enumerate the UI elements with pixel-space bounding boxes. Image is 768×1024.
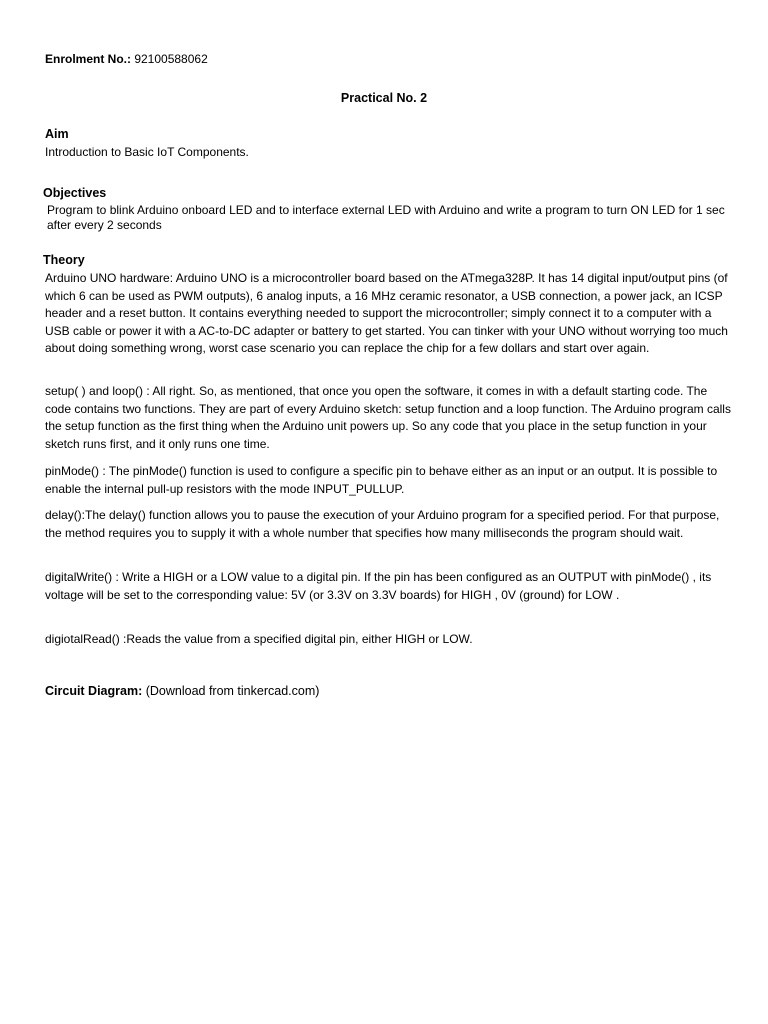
theory-paragraph-delay: delay():The delay() function allows you to pause the execution of your Arduino program for a specified period. For that purpose, the method requires you to supply it with a whole number that specifies how many milliseconds the program should wait. (45, 508, 720, 540)
aim-heading: Aim (45, 127, 69, 141)
circuit-diagram-label: Circuit Diagram: (45, 684, 143, 698)
theory-paragraph-arduino-uno: Arduino UNO hardware: Arduino UNO is a microcontroller board based on the ATmega328P. It has 14 digital input/output pins (of which 6 can be used as PWM outputs), 6 analog inputs, a 16 MHz ceramic resonator, a USB connection, a power jack, an ICSP header and a reset button. It contains everything needed to support the microcontroller; simply connect it to a computer with a USB cable or power it with a AC-to-DC adapter or battery to get started. You can tinker with your UNO without worrying too much about doing something wrong, worst case scenario you can replace the chip for a few dollars and start over again. (45, 271, 728, 355)
theory-paragraph-digitalread: digiotalRead() :Reads the value from a specified digital pin, either HIGH or LOW. (45, 632, 473, 646)
circuit-diagram-line (45, 684, 735, 699)
objectives-heading: Objectives (43, 186, 107, 200)
theory-paragraph-pinmode: pinMode() : The pinMode() function is used to configure a specific pin to behave either as an input or an output. It is possible to enable the internal pull-up resistors with the mode INPUT_PULLUP. (45, 464, 718, 496)
enrolment-line (45, 52, 208, 67)
circuit-diagram-text: (Download from tinkercad.com) (142, 684, 320, 698)
objectives-text: Program to blink Arduino onboard LED and to interface external LED with Arduino and write a program to turn ON LED for 1 sec after every 2 seconds (47, 203, 725, 232)
enrolment-value: 92100588062 (131, 52, 208, 66)
practical-title: Practical No. 2 (340, 91, 428, 105)
theory-paragraph-setup-loop: setup( ) and loop() : All right. So, as mentioned, that once you open the software, it comes in with a default starting code. The code contains two functions. They are part of every Arduino sketch: setup function and a loop function. The Arduino program calls the setup function as the first thing when the Arduino unit powers up. So any code that you place in the setup function in your sketch runs first, and it only runs one time. (45, 384, 731, 451)
theory-paragraph-digitalwrite: digitalWrite() : Write a HIGH or a LOW value to a digital pin. If the pin has been configured as an OUTPUT with pinMode() , its voltage will be set to the corresponding value: 5V (or 3.3V on 3.3V boards) for HIGH , 0V (ground) for LOW . (45, 570, 712, 602)
enrolment-label: Enrolment No.: (45, 52, 131, 66)
aim-text: Introduction to Basic IoT Components. (45, 145, 249, 159)
theory-heading: Theory (43, 253, 85, 267)
